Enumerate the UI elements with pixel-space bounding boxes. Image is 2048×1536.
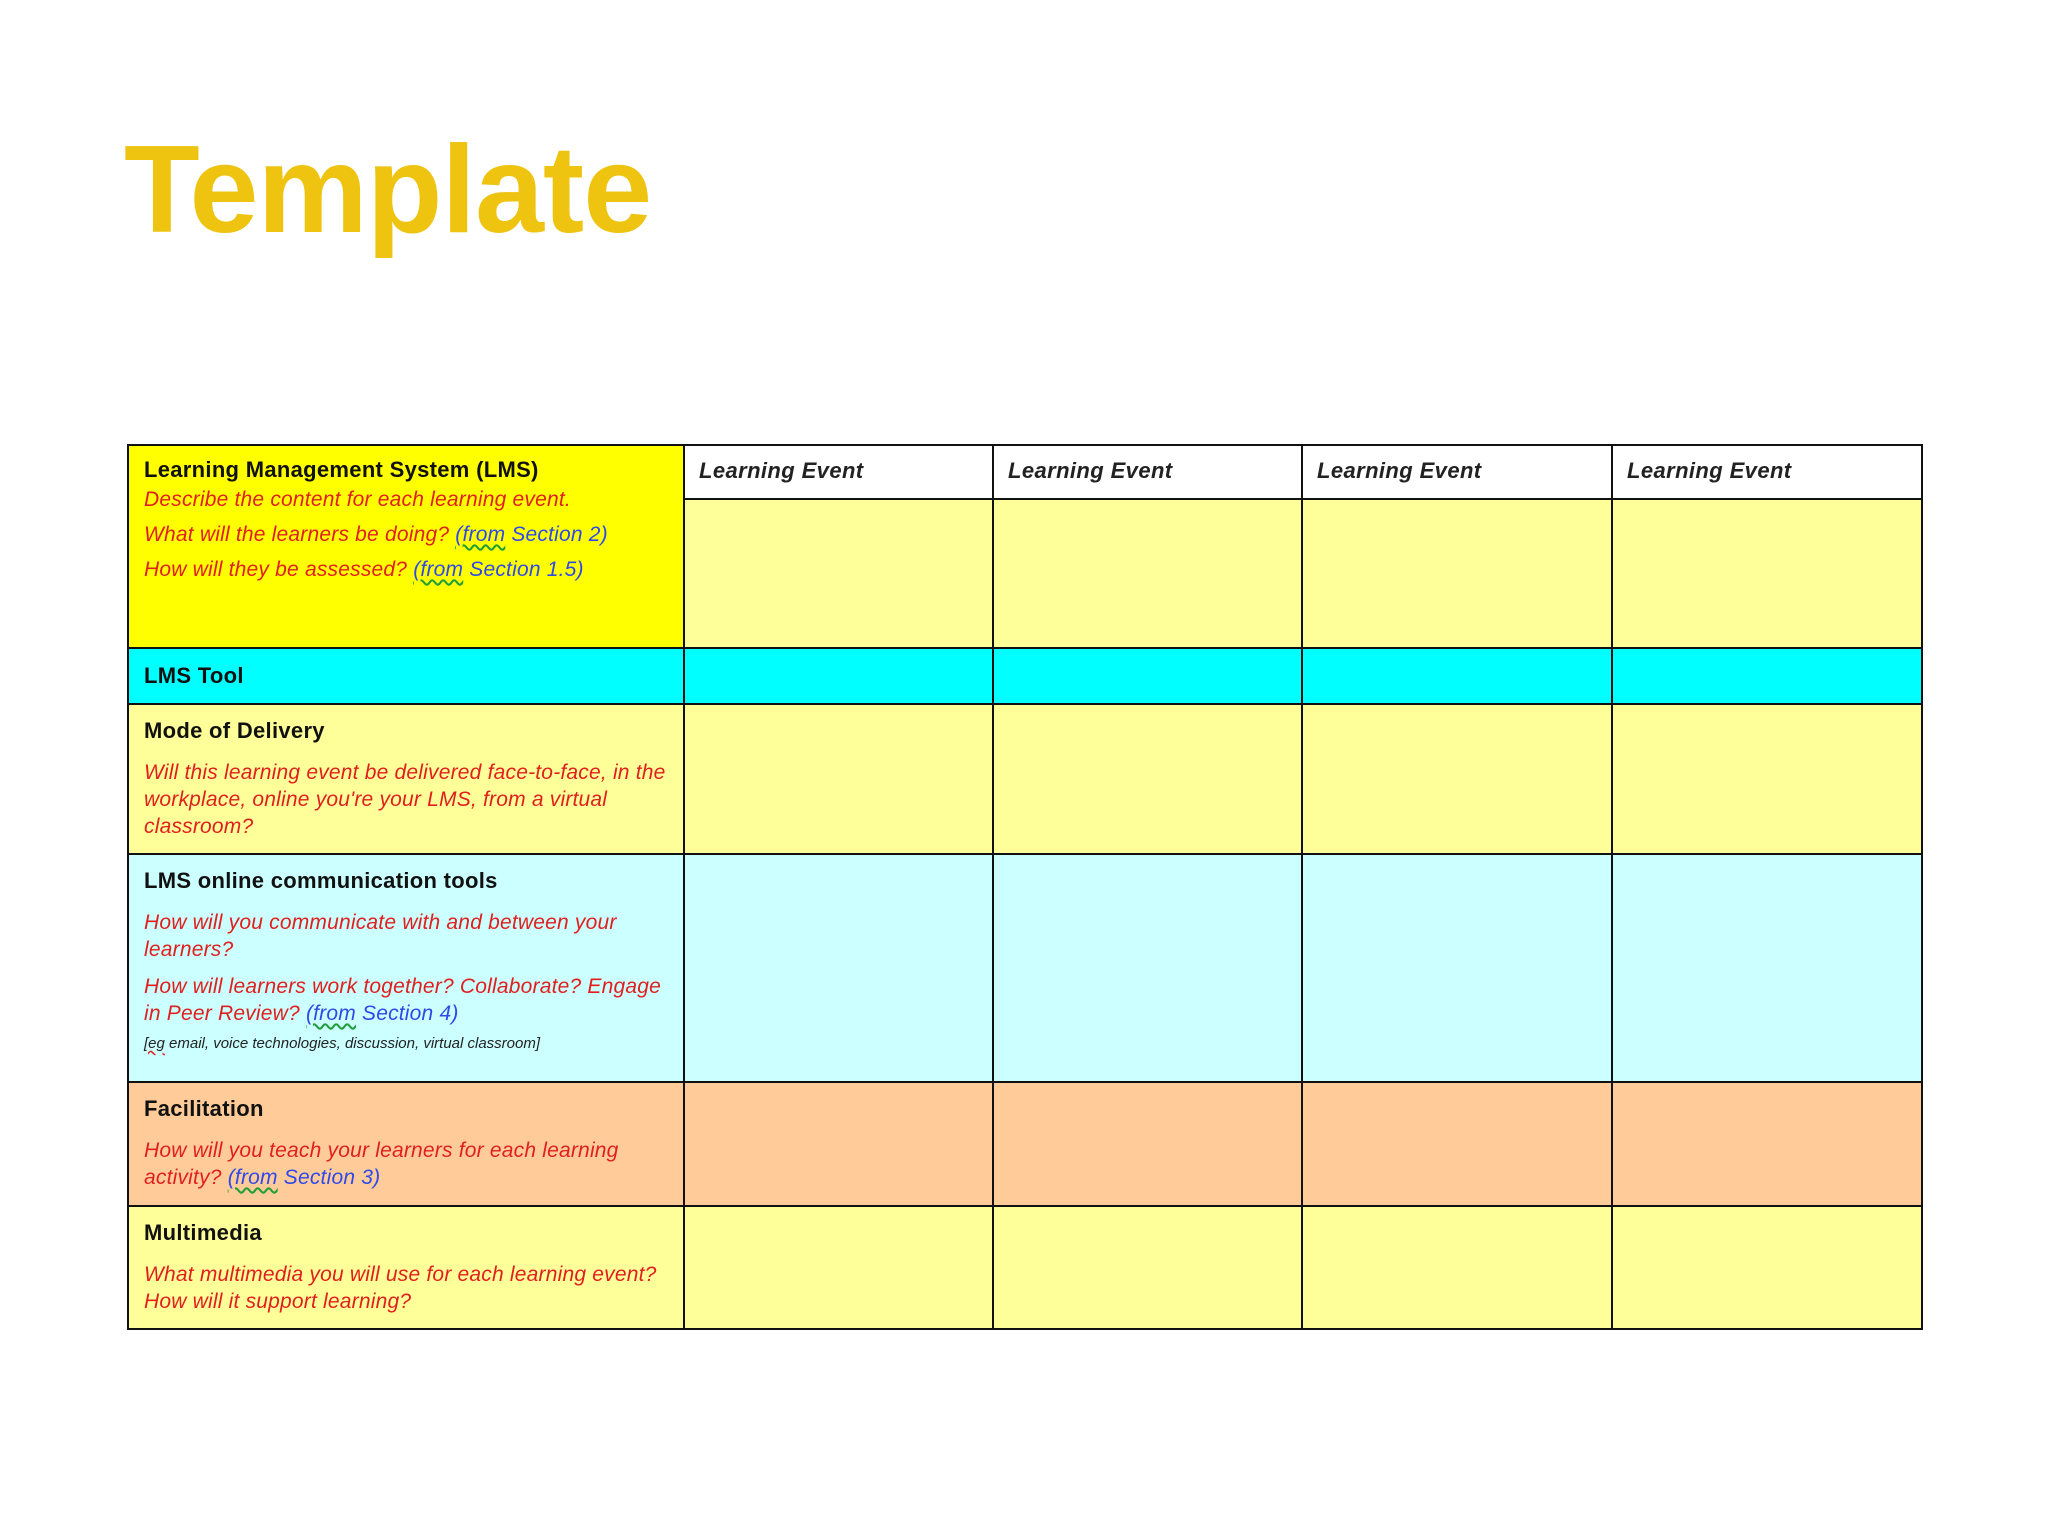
event-header-3: Learning Event [1317, 458, 1482, 483]
lms-question-doing-ref [455, 523, 608, 546]
communication-ref [306, 1002, 459, 1025]
lms-tool-label-cell [128, 648, 684, 704]
lms-question-assessed-ref [413, 558, 584, 581]
ref-section: Section 1.5) [463, 558, 584, 581]
communication-question-2 [144, 973, 669, 1027]
lms-label-cell [128, 445, 684, 648]
mode-cell[interactable] [684, 704, 993, 854]
content-cell[interactable] [1302, 499, 1612, 648]
mode-question: Will this learning event be delivered face-to-face, in the workplace, online you're your LMS, from a virtual classroom? [144, 761, 666, 838]
table-row-communication [128, 854, 1922, 1082]
multimedia-heading: Multimedia [144, 1220, 262, 1245]
lms-tool-cell[interactable] [993, 648, 1302, 704]
examples-text: email, voice technologies, discussion, virtual classroom] [164, 1035, 541, 1052]
lms-question-doing-text: What will the learners be doing? [144, 523, 450, 546]
communication-heading: LMS online communication tools [144, 868, 498, 893]
multimedia-question: What multimedia you will use for each learning event? How will it support learning? [144, 1263, 657, 1313]
event-header-cell [993, 445, 1302, 499]
slide-title: Template [124, 121, 652, 259]
content-cell[interactable] [993, 499, 1302, 648]
lms-question-assessed [144, 556, 669, 583]
event-header-cell [684, 445, 993, 499]
ref-from: (from [413, 558, 464, 581]
multimedia-label-cell [128, 1206, 684, 1329]
content-cell[interactable] [684, 499, 993, 648]
event-header-cell [1302, 445, 1612, 499]
mode-cell[interactable] [1302, 704, 1612, 854]
ref-from: (from [455, 523, 506, 546]
communication-question-2-text: How will learners work together? Collaborate? Engage in Peer Review? [144, 975, 662, 1025]
mode-cell[interactable] [1612, 704, 1922, 854]
multimedia-cell[interactable] [1612, 1206, 1922, 1329]
ref-section: Section 3) [277, 1166, 381, 1189]
lms-heading: Learning Management System (LMS) [144, 457, 539, 482]
ref-section: Section 4) [355, 1002, 459, 1025]
table-row-multimedia [128, 1206, 1922, 1329]
lms-tool-cell[interactable] [1302, 648, 1612, 704]
lms-question-content: Describe the content for each learning event. [144, 488, 571, 511]
communication-label-cell [128, 854, 684, 1082]
communication-question-1: How will you communicate with and between your learners? [144, 911, 617, 961]
facilitation-cell[interactable] [993, 1082, 1302, 1206]
facilitation-heading: Facilitation [144, 1096, 264, 1121]
communication-examples-note [144, 1033, 669, 1055]
table-row-mode-of-delivery [128, 704, 1922, 854]
event-header-cell [1612, 445, 1922, 499]
mode-label-cell [128, 704, 684, 854]
multimedia-cell[interactable] [1302, 1206, 1612, 1329]
ref-section: Section 2) [505, 523, 608, 546]
lms-planning-table [127, 444, 1923, 1330]
facilitation-cell[interactable] [1302, 1082, 1612, 1206]
facilitation-cell[interactable] [684, 1082, 993, 1206]
event-header-4: Learning Event [1627, 458, 1792, 483]
facilitation-label-cell [128, 1082, 684, 1206]
communication-cell[interactable] [993, 854, 1302, 1082]
table-row-header [128, 445, 1922, 499]
event-header-1: Learning Event [699, 458, 864, 483]
communication-cell[interactable] [1302, 854, 1612, 1082]
multimedia-cell[interactable] [993, 1206, 1302, 1329]
lms-question-assessed-text: How will they be assessed? [144, 558, 408, 581]
facilitation-cell[interactable] [1612, 1082, 1922, 1206]
lms-question-doing [144, 521, 669, 548]
table-row-lms-tool [128, 648, 1922, 704]
facilitation-question [144, 1137, 669, 1191]
lms-tool-cell[interactable] [1612, 648, 1922, 704]
event-header-2: Learning Event [1008, 458, 1173, 483]
mode-heading: Mode of Delivery [144, 718, 325, 743]
communication-cell[interactable] [684, 854, 993, 1082]
mode-cell[interactable] [993, 704, 1302, 854]
lms-tool-heading: LMS Tool [144, 663, 244, 688]
content-cell[interactable] [1612, 499, 1922, 648]
lms-tool-cell[interactable] [684, 648, 993, 704]
communication-cell[interactable] [1612, 854, 1922, 1082]
eg-text: [eg [144, 1035, 165, 1052]
facilitation-ref [228, 1166, 381, 1189]
ref-from: (from [305, 1002, 356, 1025]
table-row-facilitation [128, 1082, 1922, 1206]
ref-from: (from [227, 1166, 278, 1189]
facilitation-question-text: How will you teach your learners for each learning activity? [144, 1139, 619, 1189]
multimedia-cell[interactable] [684, 1206, 993, 1329]
